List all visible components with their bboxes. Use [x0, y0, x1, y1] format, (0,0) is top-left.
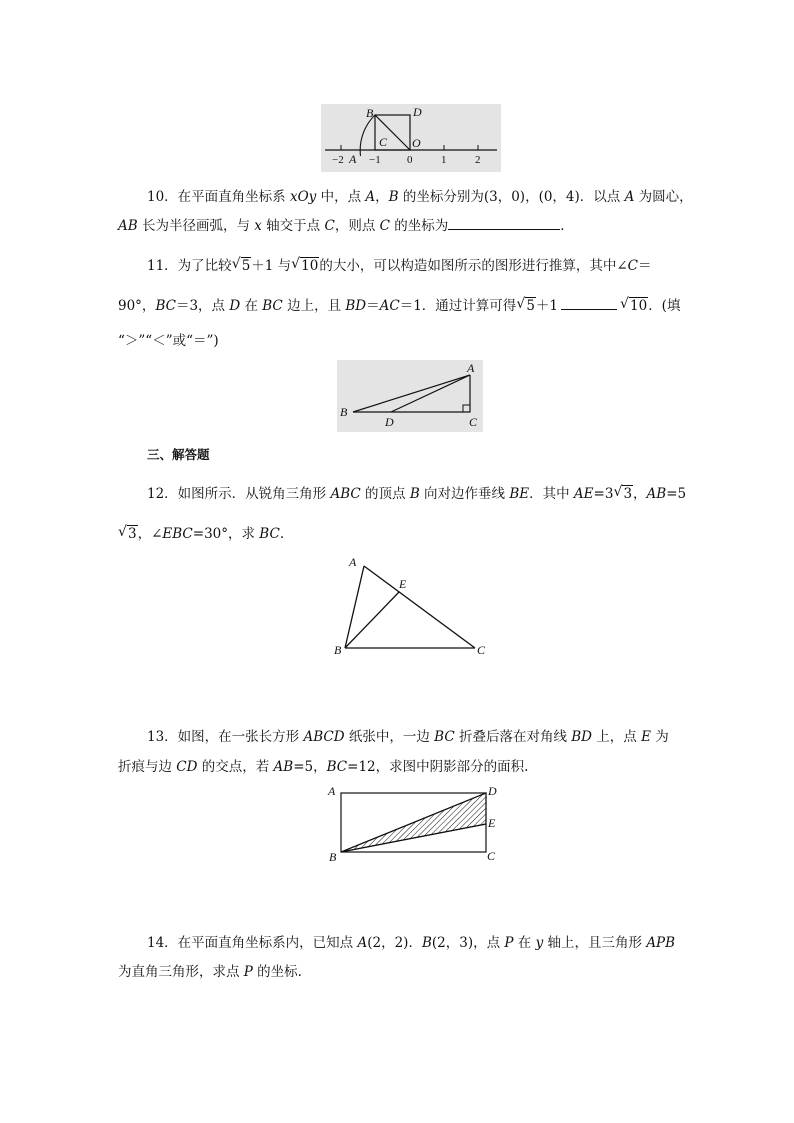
figure-q11-triangle [337, 360, 483, 432]
sqrt: √ 3 [118, 524, 137, 542]
label-C: C [469, 415, 478, 429]
q11-line1: 11．为了比较 √ 5＋1 与 √ 10的大小，可以构造如图所示的图形进行推算，其中∠C＝ [147, 256, 652, 274]
side-AB [345, 566, 364, 648]
label-C: C [379, 135, 388, 149]
figure-q12-triangle [330, 552, 495, 662]
label-A: A [328, 784, 336, 798]
side-AC [364, 566, 475, 648]
section-heading: 三、解答题 [147, 447, 210, 462]
q11-line2: 90°，BC＝3，点 D 在 BC 边上，且 BD＝AC＝1．通过计算可得 √ 5＋1 √ 10．(填 [118, 296, 681, 314]
tick-label: 1 [441, 154, 447, 166]
q13-line1: 13．如图，在一张长方形 ABCD 纸张中，一边 BC 折叠后落在对角线 BD 上，点 E 为 [147, 729, 669, 745]
q10-line1: 10．在平面直角坐标系 xOy 中，点 A，B 的坐标分别为(3，0)，(0，4)．以点 A 为圆心， [147, 189, 693, 205]
q11-line3: “＞”“＜”或“＝”) [118, 333, 219, 349]
label-E: E [488, 816, 496, 830]
label-B: B [340, 405, 348, 419]
q13-line2: 折痕与边 CD 的交点，若 AB=5，BC=12，求图中阴影部分的面积. [118, 759, 529, 775]
label-B: B [334, 643, 342, 657]
label-C: C [477, 643, 486, 657]
label-B: B [366, 106, 374, 120]
sqrt: √ 5 [516, 296, 535, 314]
sqrt: √ 10 [620, 296, 648, 314]
sqrt: √ 3 [613, 484, 633, 502]
answer-blank[interactable] [561, 309, 617, 310]
q12-line2: √ 3，∠EBC=30°，求 BC. [118, 524, 285, 542]
altitude-BE [345, 592, 399, 648]
label-B: B [329, 850, 337, 864]
tick-label: 0 [407, 154, 413, 166]
sqrt: √ 5 [231, 256, 251, 274]
figure-number-line [321, 104, 501, 172]
tick-label: −1 [369, 154, 381, 166]
label-A: A [467, 361, 475, 375]
q14-line2: 为直角三角形，求点 P 的坐标. [118, 964, 302, 980]
answer-blank[interactable] [448, 229, 560, 230]
label-D: D [413, 105, 422, 119]
q10-line2: AB 长为半径画弧，与 x 轴交于点 C，则点 C 的坐标为 ． [118, 218, 574, 234]
label-O: O [412, 136, 421, 150]
tick-label: −2 [332, 154, 344, 166]
label-A: A [349, 555, 357, 569]
label-A: A [349, 152, 357, 166]
tick-label: 2 [475, 154, 481, 166]
label-E: E [399, 577, 407, 591]
figure-q13-rectangle [325, 782, 505, 868]
label-C: C [487, 849, 496, 863]
sqrt: √ 10 [291, 256, 319, 274]
q12-line1: 12．如图所示．从锐角三角形 ABC 的顶点 B 向对边作垂线 BE．其中 AE=3 √ 3，AB=5 [147, 484, 687, 502]
label-D: D [385, 415, 394, 429]
label-D: D [488, 784, 497, 798]
figure-background [337, 360, 483, 432]
q14-line1: 14．在平面直角坐标系内，已知点 A(2，2)．B(2，3)，点 P 在 y 轴上，且三角形 APB [147, 935, 676, 951]
